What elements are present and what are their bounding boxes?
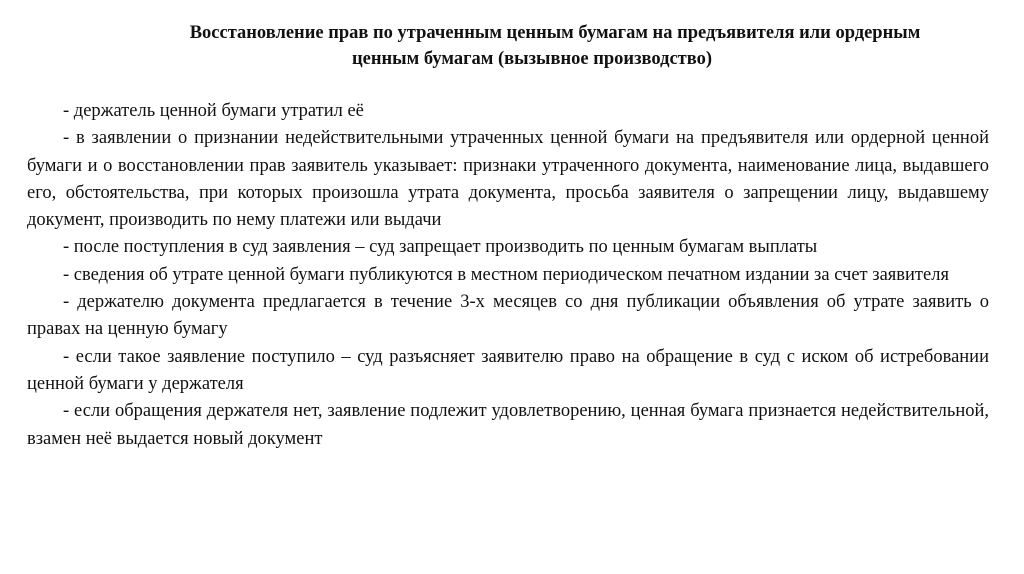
list-item: - если такое заявление поступило – суд разъясняет заявителю право на обращение в суд с иском об истребовании ценной бумаги у держателя xyxy=(27,346,989,394)
list-item: - после поступления в суд заявления – суд запрещает производить по ценным бумагам выплаты xyxy=(63,237,818,258)
title-line-1: Восстановление прав по утраченным ценным бумагам на предъявителя или ордерным xyxy=(189,23,921,43)
list-item: - сведения об утрате ценной бумаги публикуются в местном периодическом печатном издании за счет заявителя xyxy=(63,264,949,285)
slide-title xyxy=(60,20,1004,72)
title-line-2: ценным бумагам (вызывное производство) xyxy=(351,49,713,69)
list-item: - в заявлении о признании недействительными утраченных ценной бумаги на предъявителя или ордерной ценной бумаги и о восстановлении прав заявитель указывает: признаки утраченного документа, наименование лица, выдавшего его, обстоятельства, при которых произошла утрата документа, просьба заявителя о запрещении лицу, выдавшему документ, производить по нему платежи или выдачи xyxy=(27,128,989,231)
list-item: - если обращения держателя нет, заявление подлежит удовлетворению, ценная бумага признается недействительной, взамен неё выдается новый документ xyxy=(27,401,989,449)
slide-body xyxy=(27,98,989,453)
list-item: - держателю документа предлагается в течение 3-х месяцев со дня публикации объявления об утрате заявить о правах на ценную бумагу xyxy=(27,292,989,340)
list-item: - держатель ценной бумаги утратил её xyxy=(63,101,364,121)
